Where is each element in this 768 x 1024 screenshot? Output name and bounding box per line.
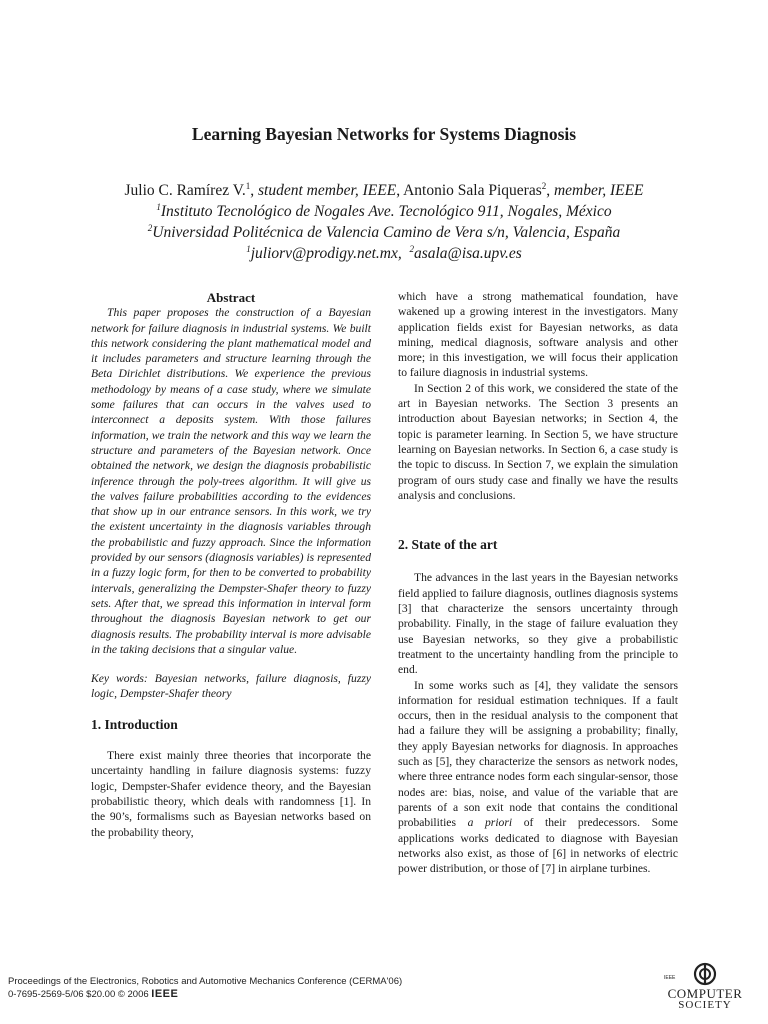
section-2-paragraph-2: In some works such as [4], they validate the sensors information for residual estimation techniques. If a fault occurs, then in the residual analysis to the component that had a failure they will be assigning a probability; finally, they apply Bayesian networks for diagnosis. In approaches such as [5], they characterize the sensors as network nodes, where three entrance nodes form each singular-sensor, those nodes are: bias, noise, and value of the variable that are parents of a son exit node that contains the conditional probabilities a priori of their predecessors. Some applications works dedicated to diagnose with Bayesian networks also exist, as those of [6] in networks of electric power distribution, or those of [7] in airplane turbines.: [398, 678, 678, 876]
author-role-2: member, IEEE: [553, 182, 644, 199]
author-block: [0, 180, 768, 264]
footer-line-2: 0-7695-2569-5/06 $20.00 © 2006 IEEE: [8, 988, 179, 1000]
left-column: [91, 290, 371, 840]
author-name-2: Antonio Sala Piqueras: [403, 182, 542, 199]
logo-ieee-small: IEEE: [664, 975, 676, 981]
author-role-1: student member, IEEE: [258, 182, 397, 199]
a-priori-term: a priori: [467, 816, 513, 830]
abstract-text: This paper proposes the construction of a Bayesian network for failure diagnosis in industrial systems. We built this network considering the plant mathematical model and it includes parameters and structure learning through the Beta Dirichlet distributions. We experience the previous methodology by means of a case study, where we simulate some failures that can occurs in the valves used to interconnect a deposits system. With those failures information, we train the network and this way we learn the structure and parameters of the Bayesian network. Once obtained the network, we design the diagnosis probabilistic inference through the poly-trees algorithm. It will give us the valves failure probabilities according to the evidences that show up in our entrance sensors. In this work, we try the existent uncertainty in the diagnosis variables through the probabilistic and fuzzy approach. Since the information provided by our sensors (diagnosis variables) is represented in a fuzzy logic form, for then to be converted to probability intervals, generalizing the Dempster-Shafer theory to fuzzy sets. After that, we spread this information in interval form throughout the diagnosis Bayesian network to get our diagnosis results. The probability interval is more advisable in the taking decisions that a singular value.: [91, 306, 371, 656]
computer-society-emblem-icon: [691, 962, 719, 986]
paper-title: Learning Bayesian Networks for Systems Diagnosis: [191, 124, 577, 144]
section-1-paragraph-1: There exist mainly three theories that incorporate the uncertainty handling in failure diagnosis systems: fuzzy logic, Dempster-Shafer evidence theory, and the Bayesian probabilistic theory, which deals with randomness [1]. In the 90’s, formalisms such as Bayesian networks based on the probability theory,: [91, 749, 371, 839]
section-1-paragraph-1-continued: which have a strong mathematical foundation, have wakened up a growing interest in the investigators. Many application fields exist for Bayesian networks, as data mining, medical diagnosis, software analysis and other more; in this investigation, we will focus their application to failure diagnosis in industrial systems.: [398, 290, 678, 380]
email-2: asala@isa.upv.es: [413, 245, 522, 262]
author-sup-2: 2: [541, 181, 547, 191]
section-2-heading: 2. State of the art: [398, 537, 498, 553]
affiliation-1: $^1$Instituto Tecnológico de Nogales Ave. Tecnológico 911, Nogales, México: [156, 202, 612, 220]
author-name-1: Julio C. Ramírez V.: [124, 182, 246, 199]
section-1-heading: 1. Introduction: [91, 716, 178, 732]
section-1-paragraph-2: In Section 2 of this work, we considered the state of the art in Bayesian networks. The Section 3 presents an introduction about Bayesian networks; in Section 4, the topic is parameter learning. In Section 5, we have structure learning on Bayesian networks. In Section 6, a case study is the topic to discuss. In Section 7, we explain the simulation program of ours study case and finally we have the results analysis and conclusions.: [398, 381, 678, 502]
affiliation-2: $^2$Universidad Politécnica de Valencia Camino de Vera s/n, Valencia, España: [147, 223, 621, 241]
author-line: Julio C. Ramírez V.$^1$, student member, IEEE, Antonio Sala Piqueras$^2$, member, IEEE: [124, 181, 644, 199]
proceedings-footer: [8, 976, 402, 1001]
email-1: juliorv@prodigy.net.mx,: [250, 245, 402, 262]
keywords: Key words: Bayesian networks, failure diagnosis, fuzzy logic, Dempster-Shafer theory: [91, 672, 371, 701]
section-2-paragraph-1: The advances in the last years in the Bayesian networks field applied to failure diagnosis, outlines diagnosis systems [3] that characterize the sensors uncertainty through probability. Finally, in the stage of failure evaluation they use Bayesian networks, so they give a probabilistic treatment to the uncertainty handling from the principle to end.: [398, 571, 678, 677]
author-emails: $^1$juliorv@prodigy.net.mx, $^2$asala@isa.upv.es: [246, 244, 522, 262]
abstract-heading: Abstract: [206, 290, 256, 305]
right-column: [398, 289, 678, 876]
computer-society-logo: [660, 962, 750, 1020]
author-sup-1: 1: [245, 181, 251, 191]
logo-computer-text: COMPUTER: [667, 986, 743, 1001]
ieee-logo-text: IEEE: [151, 988, 179, 1000]
footer-line-1: Proceedings of the Electronics, Robotics and Automotive Mechanics Conference (CERMA'06): [8, 976, 403, 987]
logo-society-text: SOCIETY: [678, 999, 732, 1011]
